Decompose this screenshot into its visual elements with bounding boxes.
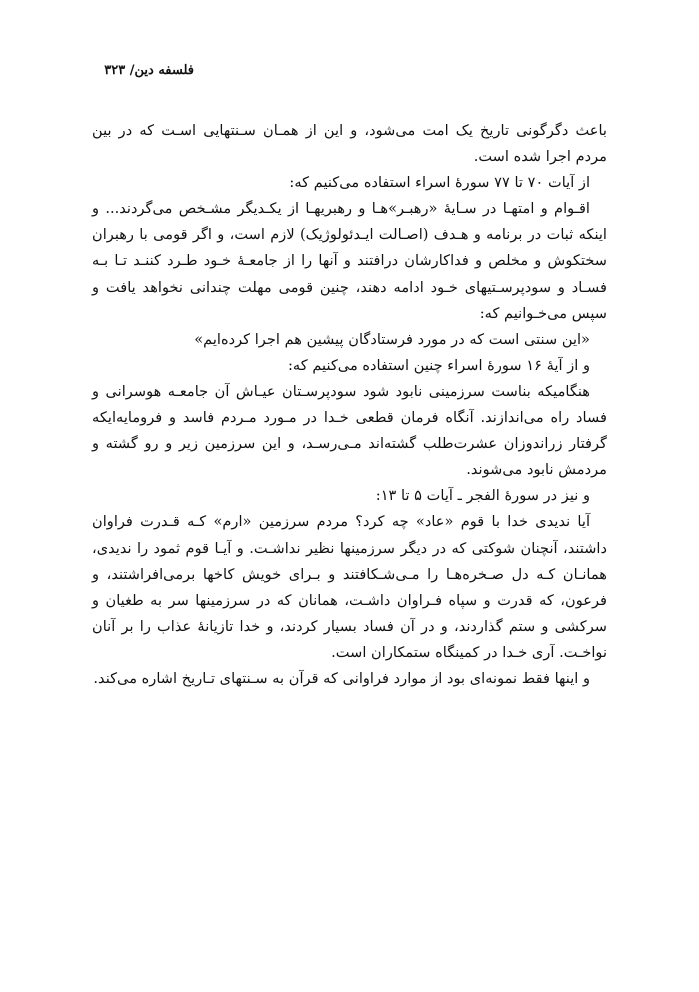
paragraph: هنگامیکه بناست سرزمینی نابود شود سودپرسـتان عیـاش آن جامعـه هوسرانی و فساد راه می‌اندازند. آنگاه فرمان قطعی خـدا در مـورد مـردم فاسد و فرومایه‌ایکه گرفتار زراندوزان عشرت‌طلب گشته‌اند مـی‌رسـد، و این سرزمین زیر و رو گشته و مردمش نابود می‌شوند. — [92, 382, 607, 479]
paragraph: و از آیهٔ ۱۶ سورهٔ اسراء چنین استفاده می‌کنیم که: — [288, 356, 590, 374]
paragraph: و اینها فقط نمونه‌ای بود از موارد فراوانی که قرآن به سـنتهای تـاریخ اشاره می‌کند. — [93, 669, 590, 687]
paragraph: اقـوام و امتهـا در سـایهٔ «رهبـر»هـا و رهبریهـا از یکـدیگر مشـخص می‌گردند... و اینکه ثبات در برنامه و هـدف (اصـالت ایـدئولوژیک) لازم است، و اگر قومی با رهبران سختکوش و مخلص و فداکارشان درافتند و آنها را از جامعـهٔ خـود طـرد کننـد تـا بـه فسـاد و سودپرسـتیهای خـود ادامه دهند، چنین قومی مهلت چندانی نخواهد یافت و سپس می‌خـوانیم که: — [92, 200, 607, 322]
paragraph: آیا ندیدی خدا با قوم «عاد» چه کرد؟ مردم سرزمین «ارم» کـه قـدرت فراوان داشتند، آنچنان شوکتی که در دیگر سرزمینها نظیر نداشـت. و آیـا قوم ثمود را ندیدی، همانـان کـه دل صـخره‌هـا را مـی‌شـکافتند و بـرای خویش کاخها برمی‌افراشتند، و فرعون، که قدرت و سپاه فـراوان داشـت، همانان که در سرزمینها سر به طغیان و سرکشی و ستم گذاردند، و در آن فساد بسیار کردند، و خدا تازیانهٔ عذاب را بر آنان نواخـت. آری خـدا در کمینگاه ستمکاران است. — [92, 513, 607, 661]
page-body — [92, 118, 607, 692]
paragraph: از آیات ۷۰ تا ۷۷ سورهٔ اسراء استفاده می‌کنیم که: — [289, 174, 590, 192]
paragraph: و نیز در سورهٔ الفجر ـ آیات ۵ تا ۱۳: — [375, 487, 590, 505]
quote-paragraph: «این سنتی است که در مورد فرستادگان پیشین هم اجرا کرده‌ایم» — [194, 330, 590, 348]
running-header: فلسفه دین/ ۳۲۳ — [104, 63, 194, 78]
paragraph: باعث دگرگونی تاریخ یک امت می‌شود، و این از همـان سـنتهایی اسـت که در بین مردم اجرا شده است. — [92, 122, 607, 166]
